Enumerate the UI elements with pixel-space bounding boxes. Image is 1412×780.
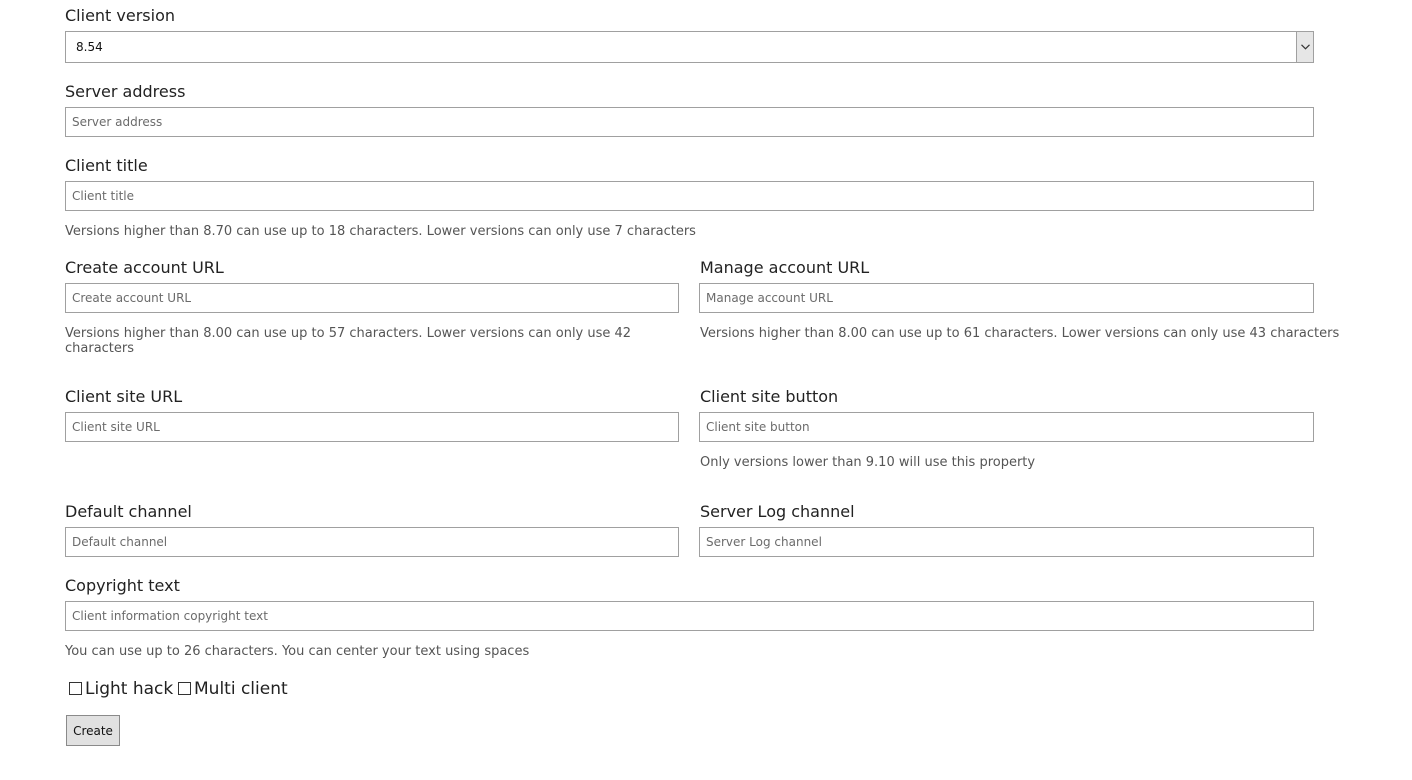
client-version-selected-value: 8.54 [76,40,103,54]
create-account-url-label: Create account URL [65,258,224,277]
manage-account-url-label: Manage account URL [700,258,870,277]
server-log-channel-label: Server Log channel [700,502,855,521]
copyright-text-hint: You can use up to 26 characters. You can center your text using spaces [65,644,530,659]
client-title-input[interactable] [65,181,1314,211]
client-site-button-input[interactable] [699,412,1314,442]
create-account-url-hint: Versions higher than 8.00 can use up to 57 characters. Lower versions can only use 42 characters [65,326,632,356]
create-account-url-input[interactable] [65,283,679,313]
manage-account-url-input[interactable] [699,283,1314,313]
client-site-button-label: Client site button [700,387,839,406]
copyright-text-label: Copyright text [65,576,180,595]
default-channel-input[interactable] [65,527,679,557]
server-address-label: Server address [65,82,186,101]
manage-account-url-hint: Versions higher than 8.00 can use up to 61 characters. Lower versions can only use 43 characters [700,326,1340,341]
light-hack-checkbox[interactable] [69,682,82,695]
create-button[interactable]: Create [66,715,120,746]
multi-client-label[interactable]: Multi client [194,679,288,699]
server-log-channel-input[interactable] [699,527,1314,557]
multi-client-checkbox[interactable] [178,682,191,695]
client-version-select[interactable] [65,31,1314,63]
light-hack-label[interactable]: Light hack [85,679,174,699]
server-address-input[interactable] [65,107,1314,137]
client-site-url-label: Client site URL [65,387,183,406]
client-version-label: Client version [65,6,176,25]
default-channel-label: Default channel [65,502,192,521]
client-title-hint: Versions higher than 8.70 can use up to 18 characters. Lower versions can only use 7 characters [65,224,696,239]
client-title-label: Client title [65,156,148,175]
client-site-button-hint: Only versions lower than 9.10 will use this property [700,455,1036,470]
chevron-down-icon[interactable] [1296,32,1313,62]
copyright-text-input[interactable] [65,601,1314,631]
client-site-url-input[interactable] [65,412,679,442]
